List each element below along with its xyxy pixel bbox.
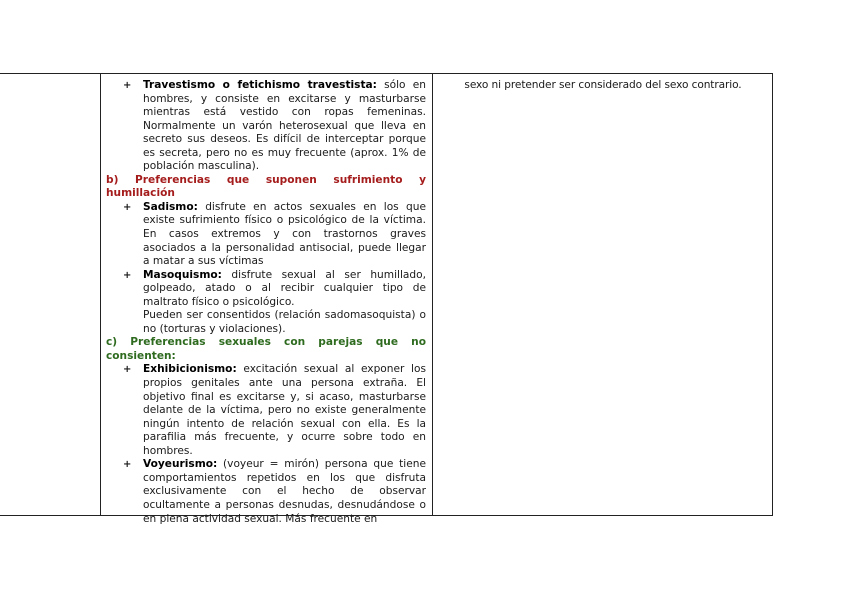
list-item — [106, 458, 426, 526]
bullet: + — [123, 201, 132, 213]
list-item — [106, 79, 426, 174]
term: Sadismo: — [143, 200, 198, 213]
right-cell-text: sexo ni pretender ser considerado del sexo contrario. — [464, 79, 742, 91]
bullet: + — [123, 80, 132, 91]
term: Exhibicionismo: — [143, 363, 237, 376]
term: Masoquismo: — [143, 268, 222, 281]
definition: disfrute sexual al ser humillado, golpeado, atado o al recibir cualquier tipo de maltrato físico o psicológico. — [143, 268, 426, 308]
list-item — [106, 201, 426, 269]
term: Travestismo o fetichismo travestista: — [143, 79, 377, 91]
column-divider — [432, 74, 433, 515]
definition: sólo en hombres, y consiste en excitarse y masturbarse mientras está vestido con ropas femeninas. Normalmente un varón heterosexual que lleva en secreto sus deseos. Es difícil de interceptar porque es secreta, pero no es muy frecuente (aprox. 1% de población masculina). — [143, 79, 426, 173]
content-table — [0, 73, 773, 525]
section-heading-b: b) Preferencias que suponen sufrimiento y humillación — [106, 173, 426, 200]
list-item — [106, 269, 426, 310]
right-cell — [438, 79, 768, 93]
definition: disfrute en actos sexuales en los que existe sufrimiento físico o psicológico de la víctima. En casos extremos y con trastornos graves asociados a la personalidad antisocial, puede llegar a matar a sus víctimas — [143, 200, 426, 268]
definition: (voyeur = mirón) persona que tiene comportamientos repetidos en los que disfruta exclusivamente con el hecho de observar ocultamente a personas desnudas, desnudándose o en plena actividad sexual. Más frecuente en — [143, 458, 426, 525]
list-item — [106, 363, 426, 458]
bullet: + — [123, 269, 132, 281]
bullet: + — [123, 459, 132, 471]
column-divider — [100, 74, 101, 515]
bullet: + — [123, 364, 132, 376]
middle-cell — [106, 79, 426, 526]
term: Voyeurismo: — [143, 458, 218, 471]
note: Pueden ser consentidos (relación sadomasoquista) o no (torturas y violaciones). — [143, 309, 426, 335]
section-heading-c: c) Preferencias sexuales con parejas que no consienten: — [106, 336, 426, 362]
definition: excitación sexual al exponer los propios genitales ante una persona extraña. El objetivo final es excitarse y, si acaso, masturbarse delante de la víctima, pero no existe generalmente ningún intento de relación sexual con ella. Es la parafilia más frecuente, y ocurre sobre todo en hombres. — [143, 363, 426, 457]
